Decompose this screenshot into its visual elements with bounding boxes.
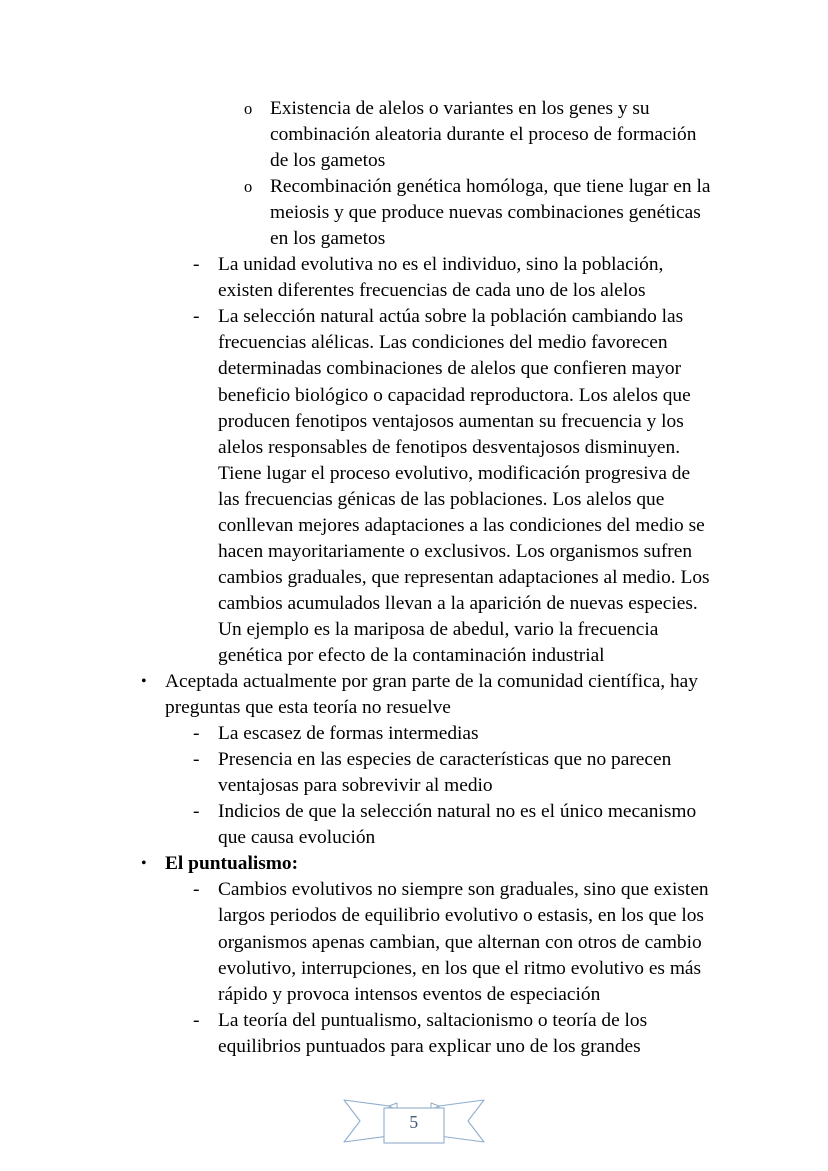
list-item bbox=[0, 721, 828, 747]
list-item-text: Aceptada actualmente por gran parte de la comunidad científica, hay preguntas que esta teoría no resuelve bbox=[165, 671, 698, 719]
list-item-marker: - bbox=[193, 749, 200, 771]
list-item-text: Cambios evolutivos no siempre son graduales, sino que existen largos periodos de equilibrio evolutivo o estasis, en los que los organismos apenas cambian, que alternan con otros de cambio evolutivo, interrupciones, en los que el ritmo evolutivo es más rápido y provoca intensos eventos de especiación bbox=[218, 879, 709, 1005]
list-item-marker: - bbox=[193, 306, 200, 328]
list-item bbox=[0, 851, 828, 877]
list-item-marker: - bbox=[193, 1009, 200, 1031]
document-body bbox=[0, 96, 828, 1060]
list-item-text: La unidad evolutiva no es el individuo, sino la población, existen diferentes frecuencias de cada uno de los alelos bbox=[218, 254, 664, 302]
list-item-marker: • bbox=[141, 855, 147, 873]
list-item-text: La escasez de formas intermedias bbox=[218, 723, 479, 745]
list-item-marker: - bbox=[193, 879, 200, 901]
list-item-text: Recombinación genética homóloga, que tiene lugar en la meiosis y que produce nuevas combinaciones genéticas en los gametos bbox=[270, 176, 711, 250]
list-item-text: La selección natural actúa sobre la población cambiando las frecuencias alélicas. Las condiciones del medio favorecen determinadas combinaciones de alelos que confieren mayor beneficio biológico o capacidad reproductora. Los alelos que producen fenotipos ventajosos aumentan su frecuencia y los alelos responsables de fenotipos desventajosos disminuyen. Tiene lugar el proceso evolutivo, modificación progresiva de las frecuencias génicas de las poblaciones. Los alelos que conllevan mejores adaptaciones a las condiciones del medio se hacen mayoritariamente o exclusivos. Los organismos sufren cambios graduales, que representan adaptaciones al medio. Los cambios acumulados llevan a la aparición de nuevas especies. Un ejemplo es la mariposa de abedul, vario la frecuencia genética por efecto de la contaminación industrial bbox=[218, 306, 710, 666]
page-footer bbox=[0, 1090, 828, 1160]
list-item-text: Presencia en las especies de características que no parecen ventajosas para sobrevivir al medio bbox=[218, 749, 672, 797]
list-item bbox=[0, 1008, 828, 1060]
list-item-marker: - bbox=[193, 801, 200, 823]
list-item bbox=[0, 96, 828, 174]
list-item-text: Indicios de que la selección natural no es el único mecanismo que causa evolución bbox=[218, 801, 697, 849]
list-item-text: El puntualismo: bbox=[165, 853, 299, 875]
list-item bbox=[0, 174, 828, 252]
list-item-marker: o bbox=[244, 177, 253, 197]
list-item bbox=[0, 799, 828, 851]
list-item bbox=[0, 747, 828, 799]
list-item bbox=[0, 304, 828, 669]
page-number-ribbon bbox=[334, 1090, 494, 1150]
list-item-marker: - bbox=[193, 254, 200, 276]
list-item-text: La teoría del puntualismo, saltacionismo o teoría de los equilibrios puntuados para explicar uno de los grandes bbox=[218, 1009, 648, 1057]
list-item-marker: o bbox=[244, 99, 253, 118]
list-item bbox=[0, 252, 828, 304]
ribbon-banner-icon bbox=[334, 1090, 494, 1150]
list-item-marker: • bbox=[141, 673, 147, 691]
list-item bbox=[0, 669, 828, 721]
list-item-text: Existencia de alelos o variantes en los genes y su combinación aleatoria durante el proceso de formación de los gametos bbox=[270, 98, 697, 172]
list-item bbox=[0, 877, 828, 1007]
page-number: 5 bbox=[409, 1111, 419, 1132]
list-item-marker: - bbox=[193, 723, 200, 745]
